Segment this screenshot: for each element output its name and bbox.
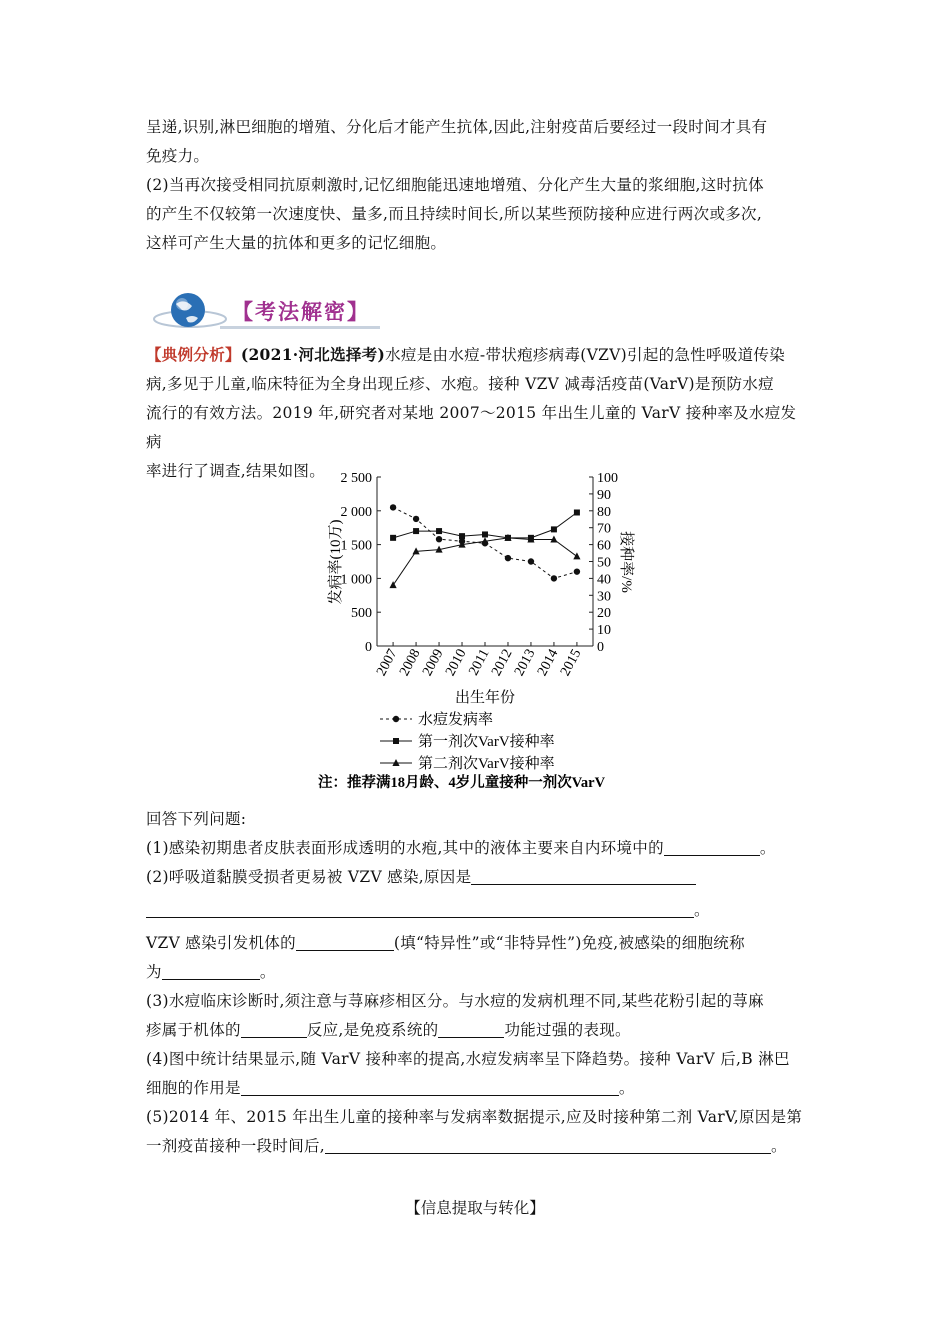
left-tick-label: 500 <box>351 606 372 622</box>
left-tick-label: 1 000 <box>340 572 372 588</box>
right-tick-label: 90 <box>597 487 611 503</box>
q3-text-2: 反应,是免疫系统的 <box>306 1021 439 1039</box>
series-2-point <box>574 509 580 515</box>
questions-intro: 回答下列问题: <box>146 810 247 828</box>
chart-figure <box>300 462 660 797</box>
intro-paragraph <box>146 113 808 258</box>
x-tick-label: 2008 <box>397 646 424 679</box>
q2b-end: 。 <box>259 963 276 981</box>
q2-blank-2[interactable] <box>146 902 694 919</box>
q5-blank[interactable] <box>325 1138 771 1155</box>
chart-note: 注：推荐满18月龄、4岁儿童接种一剂次VarV <box>318 775 606 791</box>
right-tick-label: 50 <box>597 555 611 571</box>
left-tick-label: 1 500 <box>340 538 372 554</box>
q2-text: (2)呼吸道黏膜受损者更易被 VZV 感染,原因是 <box>146 868 472 886</box>
intro-line: (2)当再次接受相同抗原刺激时,记忆细胞能迅速地增殖、分化产生大量的浆细胞,这时抗体 <box>146 176 764 194</box>
q3-text: 疹属于机体的 <box>146 1021 241 1039</box>
questions-block <box>146 805 808 1161</box>
series-1-point <box>436 536 442 542</box>
example-source: (2021·河北选择考) <box>240 345 386 364</box>
legend-label: 第一剂次VarV接种率 <box>418 734 555 750</box>
section-title: 【考法解密】 <box>232 300 370 324</box>
example-line: 水痘是由水痘-带状疱疹病毒(VZV)引起的急性呼吸道传染 <box>385 346 786 364</box>
y-right-axis-label: 接种率/% <box>618 531 634 593</box>
legend-marker <box>393 738 399 744</box>
right-tick-label: 20 <box>597 606 611 622</box>
example-line: 病,多见于儿童,临床特征为全身出现丘疹、水疱。接种 VZV 减毒活疫苗(VarV)是预防水痘 <box>146 375 774 393</box>
x-tick-label: 2015 <box>558 646 585 679</box>
right-tick-label: 40 <box>597 572 611 588</box>
x-tick-label: 2009 <box>420 646 447 679</box>
series-2-point <box>413 528 419 534</box>
q3-line: (3)水痘临床诊断时,须注意与荨麻疹相区分。与水痘的发病机理不同,某些花粉引起的荨麻 <box>146 992 764 1010</box>
q2-blank-1[interactable] <box>471 869 696 886</box>
y-left-axis-label: 发病率(10万) <box>328 519 344 605</box>
q4-text: 细胞的作用是 <box>146 1079 241 1097</box>
x-tick-label: 2012 <box>489 646 516 679</box>
series-2-point <box>390 535 396 541</box>
series-2-point <box>482 531 488 537</box>
left-tick-label: 2 500 <box>340 471 372 486</box>
q5-end: 。 <box>771 1137 787 1155</box>
banner-underline <box>220 326 380 329</box>
chart-svg <box>300 462 660 797</box>
q5-line: (5)2014 年、2015 年出生儿童的接种率与发病率数据提示,应及时接种第二剂 VarV,原因是第 <box>146 1108 803 1126</box>
x-tick-label: 2007 <box>374 646 401 679</box>
q1-end: 。 <box>759 839 776 857</box>
series-1-point <box>574 568 580 574</box>
example-line: 流行的有效方法。2019 年,研究者对某地 2007～2015 年出生儿童的 VarV 接种率及水痘发病 <box>146 404 797 451</box>
right-tick-label: 0 <box>597 640 604 655</box>
q2b-text: VZV 感染引发机体的 <box>146 934 296 952</box>
right-tick-label: 100 <box>597 471 618 486</box>
legend-label: 第二剂次VarV接种率 <box>418 756 555 772</box>
series-1-point <box>413 516 419 522</box>
series-2-point <box>436 528 442 534</box>
series-1-point <box>551 575 557 581</box>
intro-line: 的产生不仅较第一次速度快、量多,而且持续时间长,所以某些预防接种应进行两次或多次, <box>146 205 763 223</box>
x-tick-label: 2011 <box>466 646 493 679</box>
q2b-blank-2[interactable] <box>162 964 260 981</box>
q2-end: 。 <box>694 901 710 919</box>
x-tick-label: 2014 <box>535 646 562 679</box>
footer-title: 【信息提取与转化】 <box>405 1199 545 1217</box>
series-1-point <box>505 555 511 561</box>
q3-blank-1[interactable] <box>241 1022 307 1039</box>
left-tick-label: 2 000 <box>340 504 372 520</box>
legend-label: 水痘发病率 <box>418 712 494 728</box>
x-axis-label: 出生年份 <box>454 690 516 706</box>
right-tick-label: 80 <box>597 504 611 520</box>
intro-line: 呈递,识别,淋巴细胞的增殖、分化后才能产生抗体,因此,注射疫苗后要经过一段时间才具有 <box>146 118 768 136</box>
right-tick-label: 10 <box>597 623 611 639</box>
left-tick-label: 0 <box>365 640 372 655</box>
q4-blank[interactable] <box>241 1080 619 1097</box>
intro-line: 这样可产生大量的抗体和更多的记忆细胞。 <box>146 234 447 252</box>
legend-marker <box>393 716 399 722</box>
series-2-point <box>459 533 465 539</box>
q1-text: (1)感染初期患者皮肤表面形成透明的水疱,其中的液体主要来自内环境中的 <box>146 839 664 857</box>
q3-text-3: 功能过强的表现。 <box>504 1021 631 1039</box>
q2b-text-3: 为 <box>146 963 162 981</box>
x-tick-label: 2013 <box>512 646 539 679</box>
right-tick-label: 30 <box>597 589 611 605</box>
q1-blank[interactable] <box>664 840 760 857</box>
right-tick-label: 60 <box>597 538 611 554</box>
q3-blank-2[interactable] <box>438 1022 504 1039</box>
series-2-point <box>551 526 557 532</box>
q4-end: 。 <box>618 1079 635 1097</box>
intro-line: 免疫力。 <box>146 147 210 165</box>
example-tag: 【典例分析】 <box>146 345 241 364</box>
series-1-point <box>528 558 534 564</box>
example-line: 率进行了调查,结果如图。 <box>146 462 326 480</box>
q2b-blank-1[interactable] <box>296 935 394 952</box>
x-tick-label: 2010 <box>443 646 470 679</box>
q5-text: 一剂疫苗接种一段时间后, <box>146 1137 326 1155</box>
series-3-point <box>573 552 580 559</box>
q4-line: (4)图中统计结果显示,随 VarV 接种率的提高,水痘发病率呈下降趋势。接种 VarV 后,B 淋巴 <box>146 1050 790 1068</box>
series-1-point <box>390 504 396 510</box>
right-tick-label: 70 <box>597 521 611 537</box>
q2b-text-2: (填“特异性”或“非特异性”)免疫,被感染的细胞统称 <box>393 934 745 952</box>
